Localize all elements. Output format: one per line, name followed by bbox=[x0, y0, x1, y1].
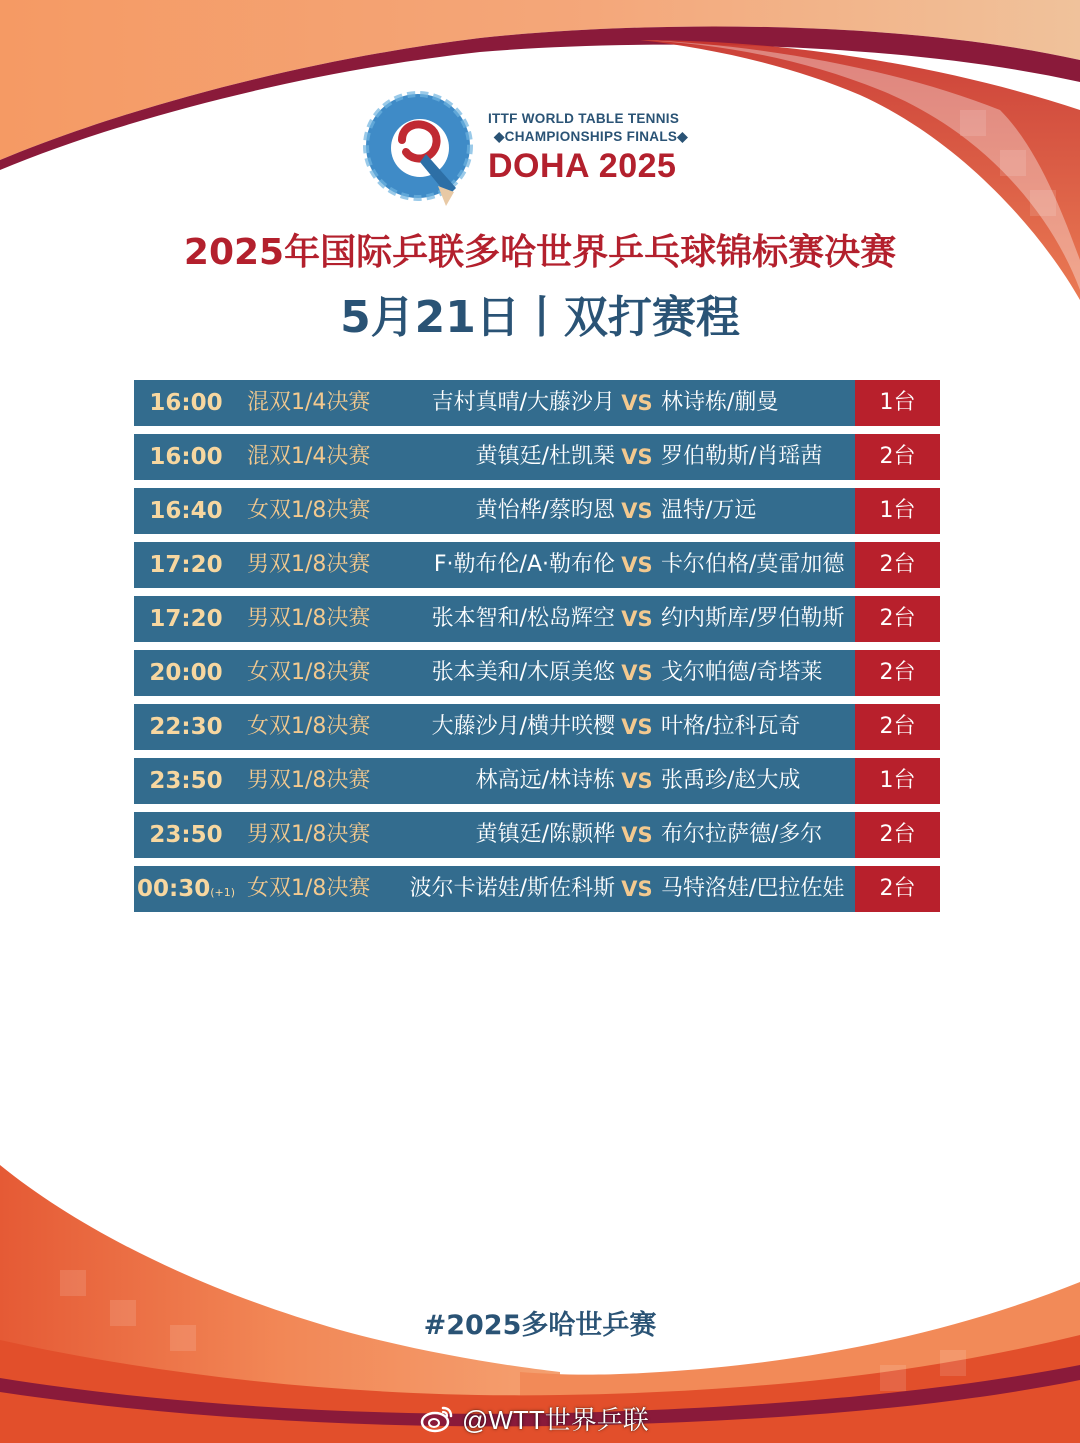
match-info bbox=[134, 542, 855, 588]
match-side-b: 叶格/拉科瓦奇 bbox=[661, 714, 801, 739]
match-time bbox=[134, 713, 238, 745]
match-time-value: 00:30 bbox=[136, 876, 211, 902]
page-title: 2025年国际乒联多哈世界乒乓球锦标赛决赛 bbox=[183, 232, 897, 273]
match-table-number: 1台 bbox=[855, 488, 940, 534]
match-time-value: 17:20 bbox=[149, 552, 223, 578]
match-info bbox=[134, 650, 855, 696]
match-row bbox=[134, 866, 940, 912]
match-time-value: 23:50 bbox=[149, 768, 223, 794]
match-side-b: 布尔拉萨德/多尔 bbox=[661, 822, 823, 847]
match-table-number: 2台 bbox=[855, 596, 940, 642]
match-event: 男双1/8决赛 bbox=[247, 552, 371, 577]
match-side-b: 约内斯库/罗伯勒斯 bbox=[661, 606, 845, 631]
match-event: 混双1/4决赛 bbox=[247, 390, 371, 415]
match-event: 男双1/8决赛 bbox=[247, 768, 371, 793]
match-info bbox=[134, 866, 855, 912]
match-side-a: 大藤沙月/横井咲樱 bbox=[431, 714, 615, 739]
match-row bbox=[134, 758, 940, 804]
match-table-number: 2台 bbox=[855, 812, 940, 858]
match-event: 女双1/8决赛 bbox=[247, 714, 371, 739]
page-subtitle: 5月21日丨双打赛程 bbox=[340, 292, 740, 343]
match-side-a: 黄镇廷/杜凯琹 bbox=[475, 444, 615, 469]
match-row bbox=[134, 488, 940, 534]
match-side-b: 林诗栋/蒯曼 bbox=[661, 390, 779, 415]
match-event: 女双1/8决赛 bbox=[247, 498, 371, 523]
match-side-b: 卡尔伯格/莫雷加德 bbox=[661, 552, 845, 577]
weibo-icon bbox=[420, 1403, 454, 1433]
match-table-number: 2台 bbox=[855, 542, 940, 588]
match-time-value: 17:20 bbox=[149, 606, 223, 632]
match-time-value: 16:00 bbox=[149, 390, 223, 416]
match-side-b: 温特/万远 bbox=[661, 498, 757, 523]
vs-label: VS bbox=[621, 499, 653, 523]
vs-label: VS bbox=[621, 715, 653, 739]
match-table-number: 2台 bbox=[855, 434, 940, 480]
match-side-b: 张禹珍/赵大成 bbox=[661, 768, 801, 793]
match-table-number: 2台 bbox=[855, 650, 940, 696]
match-row bbox=[134, 812, 940, 858]
logo-line-1: ITTF WORLD TABLE TENNIS bbox=[488, 111, 680, 126]
match-time bbox=[134, 551, 238, 583]
vs-label: VS bbox=[621, 445, 653, 469]
logo-city-year: DOHA 2025 bbox=[488, 147, 677, 185]
vs-label: VS bbox=[621, 607, 653, 631]
match-row bbox=[134, 434, 940, 480]
match-row bbox=[134, 650, 940, 696]
vs-label: VS bbox=[621, 769, 653, 793]
match-event: 男双1/8决赛 bbox=[247, 822, 371, 847]
match-event: 男双1/8决赛 bbox=[247, 606, 371, 631]
match-info bbox=[134, 596, 855, 642]
match-time-suffix: (+1) bbox=[210, 886, 236, 899]
doha-q-logo-icon bbox=[360, 88, 480, 213]
match-row bbox=[134, 704, 940, 750]
match-table-number: 2台 bbox=[855, 866, 940, 912]
match-side-a: 黄怡桦/蔡昀恩 bbox=[475, 498, 615, 523]
match-time-value: 16:40 bbox=[149, 498, 223, 524]
match-row bbox=[134, 542, 940, 588]
match-side-b: 罗伯勒斯/肖瑶茜 bbox=[661, 444, 823, 469]
match-time bbox=[134, 821, 238, 853]
match-side-a: 张本美和/木原美悠 bbox=[431, 660, 615, 685]
match-time-value: 16:00 bbox=[149, 444, 223, 470]
match-info bbox=[134, 704, 855, 750]
vs-label: VS bbox=[621, 661, 653, 685]
match-time bbox=[134, 443, 238, 475]
vs-label: VS bbox=[621, 391, 653, 415]
match-table-number: 2台 bbox=[855, 704, 940, 750]
match-side-a: F·勒布伦/A·勒布伦 bbox=[433, 552, 615, 577]
match-time bbox=[134, 497, 238, 529]
match-time-value: 23:50 bbox=[149, 822, 223, 848]
match-event: 混双1/4决赛 bbox=[247, 444, 371, 469]
match-side-a: 吉村真晴/大藤沙月 bbox=[431, 390, 615, 415]
match-event: 女双1/8决赛 bbox=[247, 876, 371, 901]
schedule-table bbox=[134, 380, 940, 920]
match-side-b: 戈尔帕德/奇塔莱 bbox=[661, 660, 823, 685]
match-event: 女双1/8决赛 bbox=[247, 660, 371, 685]
match-info bbox=[134, 758, 855, 804]
match-side-a: 林高远/林诗栋 bbox=[475, 768, 615, 793]
match-side-a: 波尔卡诺娃/斯佐科斯 bbox=[409, 876, 615, 901]
match-side-a: 黄镇廷/陈颢桦 bbox=[475, 822, 615, 847]
match-info bbox=[134, 380, 855, 426]
match-time-value: 20:00 bbox=[149, 660, 223, 686]
vs-label: VS bbox=[621, 877, 653, 901]
match-time bbox=[134, 389, 238, 421]
match-row bbox=[134, 380, 940, 426]
vs-label: VS bbox=[621, 823, 653, 847]
match-row bbox=[134, 596, 940, 642]
logo-line-2: ◆CHAMPIONSHIPS FINALS◆ bbox=[494, 129, 688, 144]
match-time bbox=[134, 659, 238, 691]
match-info bbox=[134, 434, 855, 480]
match-side-b: 马特洛娃/巴拉佐娃 bbox=[661, 876, 845, 901]
match-side-a: 张本智和/松岛辉空 bbox=[431, 606, 615, 631]
championship-logo bbox=[360, 88, 720, 213]
match-time-value: 22:30 bbox=[149, 714, 223, 740]
match-time bbox=[134, 605, 238, 637]
match-table-number: 1台 bbox=[855, 380, 940, 426]
hashtag: #2025多哈世乒赛 bbox=[423, 1310, 657, 1341]
match-time bbox=[134, 767, 238, 799]
match-table-number: 1台 bbox=[855, 758, 940, 804]
watermark bbox=[420, 1398, 649, 1438]
match-info bbox=[134, 488, 855, 534]
match-info bbox=[134, 812, 855, 858]
watermark-text: @WTT世界乒联 bbox=[462, 1404, 649, 1435]
vs-label: VS bbox=[621, 553, 653, 577]
match-time bbox=[134, 875, 238, 907]
